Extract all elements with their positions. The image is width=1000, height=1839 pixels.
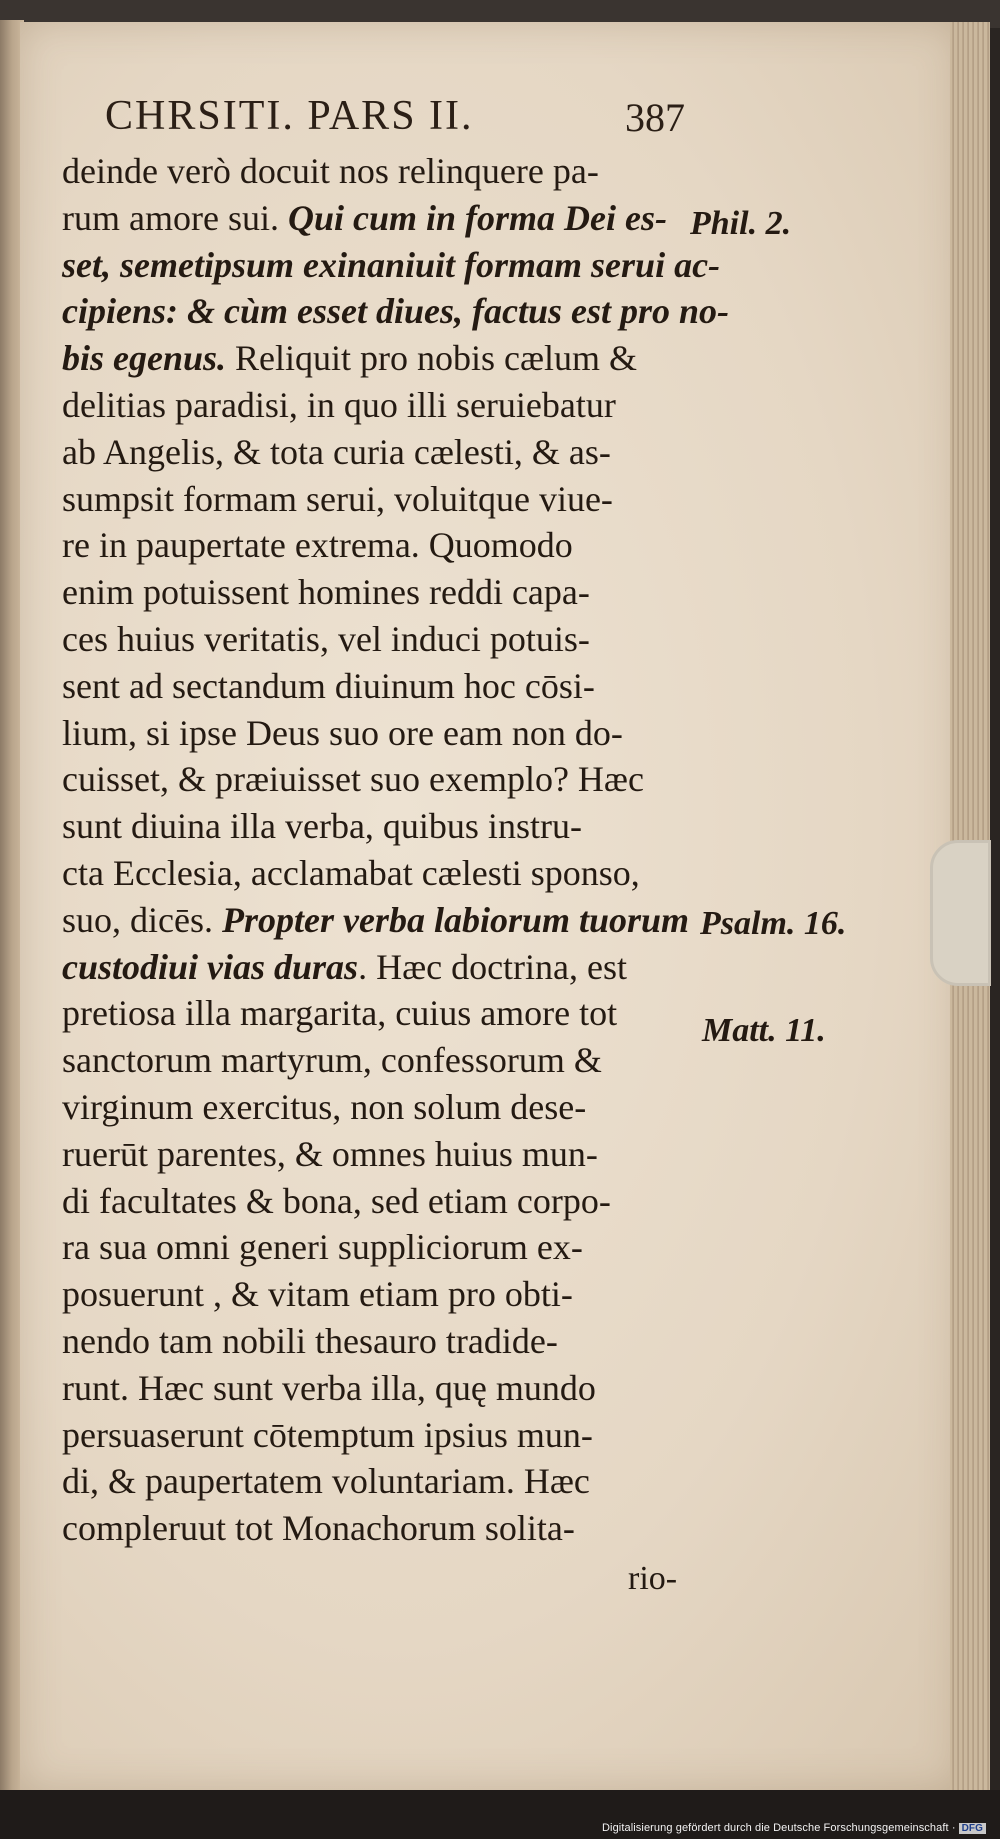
- text-line: [62, 897, 702, 944]
- text-line: [62, 616, 702, 663]
- text-segment: ruerūt parentes, & omnes huius mun-: [62, 1133, 598, 1174]
- margin-note-phil: Phil. 2.: [690, 205, 792, 242]
- text-line: [62, 1131, 702, 1178]
- text-segment: enim potuissent homines reddi capa-: [62, 572, 590, 613]
- italic-quotation: cipiens: & cùm esset diues, factus est pro no-: [62, 291, 729, 332]
- text-line: [62, 195, 702, 242]
- text-segment: suo, dicēs.: [62, 899, 222, 940]
- text-line: [62, 1412, 702, 1459]
- margin-note-matt: Matt. 11.: [702, 1012, 826, 1049]
- text-line: [62, 1084, 702, 1131]
- text-segment: di, & paupertatem voluntariam. Hæc: [62, 1461, 590, 1502]
- book-clasp: [930, 840, 991, 986]
- text-segment: deinde verò docuit nos relinquere pa-: [62, 151, 599, 191]
- text-segment: ra sua omni generi suppliciorum ex-: [62, 1227, 583, 1268]
- text-line: [62, 1271, 702, 1318]
- text-line: [62, 522, 702, 569]
- body-text: [62, 148, 729, 1552]
- catchword: rio-: [628, 1560, 678, 1597]
- text-line: [62, 990, 702, 1037]
- text-segment: re in paupertate extrema. Quomodo: [62, 525, 573, 566]
- italic-quotation: Propter verba labiorum tuorum: [221, 899, 690, 940]
- italic-quotation: bis egenus.: [62, 338, 227, 379]
- text-line: [62, 242, 721, 289]
- text-line: [62, 382, 702, 429]
- credit-text: Digitalisierung gefördert durch die Deutsche Forschungsgemeinschaft ·: [602, 1822, 956, 1834]
- text-line: [62, 1037, 702, 1084]
- text-segment: . Hæc doctrina, est: [358, 946, 628, 987]
- text-segment: nendo tam nobili thesauro tradide-: [62, 1320, 558, 1361]
- text-segment: pretiosa illa margarita, cuius amore tot: [62, 993, 618, 1034]
- italic-quotation: custodiui vias duras: [62, 946, 359, 987]
- text-line: [62, 1318, 702, 1365]
- running-title: CHRSITI. PARS II.: [105, 93, 474, 139]
- text-segment: cta Ecclesia, acclamabat cælesti sponso,: [62, 852, 640, 893]
- text-line: [62, 663, 702, 710]
- text-line: [62, 569, 702, 616]
- text-segment: posuerunt , & vitam etiam pro obti-: [62, 1274, 573, 1315]
- digitization-credit: [602, 1822, 986, 1834]
- running-header: [105, 92, 685, 140]
- text-segment: sunt diuina illa verba, quibus instru-: [62, 806, 582, 847]
- text-line: [62, 1224, 702, 1271]
- text-segment: virginum exercitus, non solum dese-: [62, 1086, 587, 1127]
- text-line: [62, 335, 702, 382]
- text-line: [62, 1458, 702, 1505]
- text-segment: lium, si ipse Deus suo ore eam non do-: [62, 712, 623, 753]
- text-line: [62, 148, 702, 195]
- text-line: [62, 476, 702, 523]
- text-line: [62, 803, 702, 850]
- text-segment: cuisset, & præiuisset suo exemplo? Hæc: [62, 759, 644, 800]
- text-line: [62, 1505, 702, 1552]
- text-segment: sent ad sectandum diuinum hoc cōsi-: [62, 665, 595, 706]
- text-line: [62, 756, 702, 803]
- text-line: [62, 1178, 702, 1225]
- text-segment: di facultates & bona, sed etiam corpo-: [62, 1180, 611, 1221]
- text-line: [62, 1365, 702, 1412]
- text-line: [62, 944, 702, 991]
- italic-quotation: set, semetipsum exinaniuit formam serui ac-: [62, 244, 721, 285]
- margin-note-psalm: Psalm. 16.: [700, 905, 847, 942]
- text-segment: runt. Hæc sunt verba illa, quę mundo: [62, 1367, 596, 1408]
- text-line: [62, 710, 702, 757]
- text-segment: Reliquit pro nobis cælum &: [226, 338, 638, 379]
- italic-quotation: Qui cum in forma Dei es-: [287, 197, 667, 238]
- text-segment: rum amore sui.: [62, 197, 288, 238]
- text-line: [62, 429, 702, 476]
- text-segment: ces huius veritatis, vel induci potuis-: [62, 618, 590, 659]
- text-segment: compleruut tot Monachorum solita-: [62, 1508, 575, 1549]
- text-line: [62, 850, 702, 897]
- text-segment: ab Angelis, & tota curia cælesti, & as-: [62, 431, 611, 472]
- text-segment: delitias paradisi, in quo illi seruiebatur: [62, 384, 616, 425]
- text-line: [62, 288, 729, 335]
- dfg-logo: DFG: [959, 1823, 986, 1834]
- page-number: 387: [625, 95, 685, 140]
- text-segment: persuaserunt cōtemptum ipsius mun-: [62, 1414, 593, 1455]
- text-segment: sumpsit formam serui, voluitque viue-: [62, 478, 613, 519]
- text-segment: sanctorum martyrum, confessorum &: [62, 1040, 602, 1081]
